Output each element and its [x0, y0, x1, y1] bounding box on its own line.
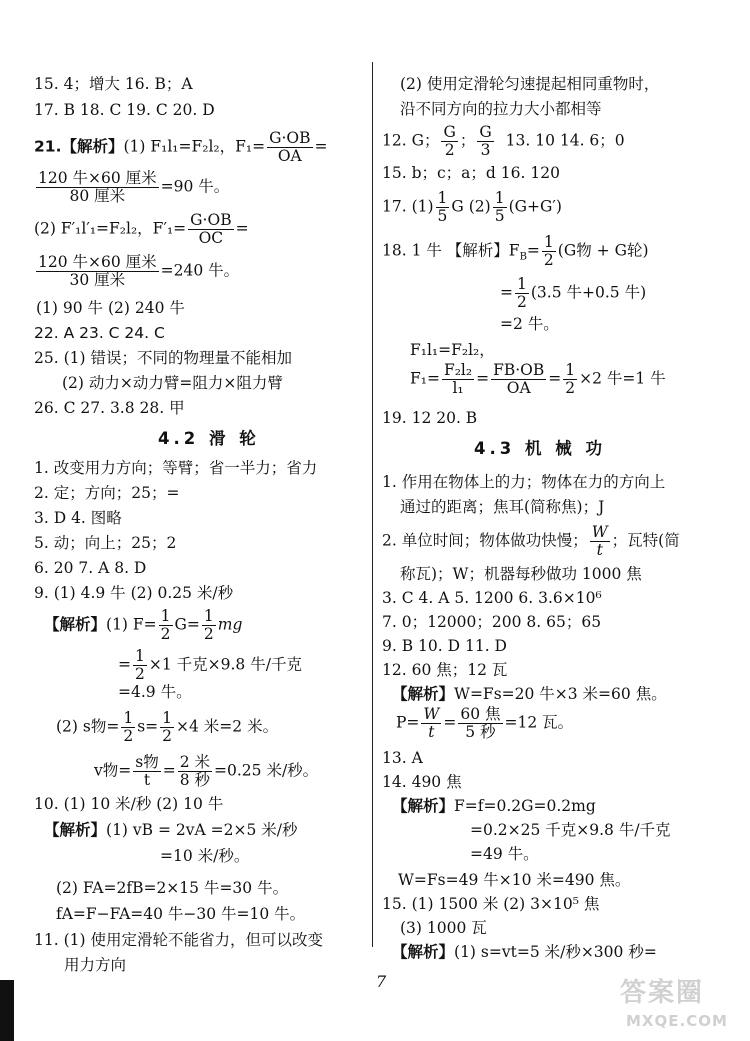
s43-q2-b: 称瓦)；W；机器每秒做功 1000 焦 [400, 565, 642, 583]
s43-q12: 12. 60 焦；12 瓦 [382, 661, 508, 679]
scan-edge-shadow [0, 980, 14, 1041]
q21-calc1: $\frac{\text{120 牛×60 厘米}}{\text{80 厘米}}$ =90 牛。 [38, 169, 230, 206]
s42-q11-a: 11. (1) 使用定滑轮不能省力，但可以改变 [34, 931, 323, 949]
s43-q14-solution3: =49 牛。 [470, 845, 539, 863]
watermark-text: 答案圈 [620, 978, 705, 1008]
s42-q9-solution2: = $\frac{1}{2}$ ×1 千克×9.8 牛/千克 [118, 647, 302, 684]
s43-q13: 13. A [382, 749, 423, 767]
answers-12-14: 12. G； $\frac{G}{2}$ ； $\frac{G}{3}$ 13. 10 14. 6；0 [382, 123, 625, 160]
q21-formula: (1) F₁l₁=F₂l₂，F₁= [123, 137, 266, 156]
q11-2-a: (2) 使用定滑轮匀速提起相同重物时， [400, 75, 660, 93]
answers-19-20: 19. 12 20. B [382, 409, 478, 427]
s43-q12-solution2: P= $\frac{W}{t}$ = $\frac{\text{60 焦}}{\text{5 秒}}$ =12 瓦。 [396, 705, 574, 742]
s42-q5: 5. 动；向上；25；2 [34, 534, 177, 552]
s42-q10-solution1: 【解析】(1) vB = 2vA =2×5 米/秒 [44, 821, 298, 839]
s43-q1-a: 1. 作用在物体上的力；物体在力的方向上 [382, 473, 666, 491]
s43-q3-6: 3. C 4. A 5. 1200 6. 3.6×10⁶ [382, 589, 602, 607]
q18-line3: =2 牛。 [500, 315, 559, 333]
s42-q3-4: 3. D 4. 图略 [34, 509, 122, 527]
s42-q9-solution4: (2) s物= $\frac{1}{2}$ s= $\frac{1}{2}$ ×4 米=2 米。 [56, 709, 279, 746]
q21-answer: (1) 90 牛 (2) 240 牛 [36, 299, 185, 317]
watermark-url: MXQE.COM [626, 1012, 728, 1030]
s42-q2: 2. 定；方向；25；= [34, 484, 180, 502]
s43-q7-8: 7. 0；12000；200 8. 65；65 [382, 613, 602, 631]
s42-q9-solution3: =4.9 牛。 [118, 683, 192, 701]
s43-q14-solution2: =0.2×25 千克×9.8 牛/千克 [470, 821, 671, 839]
q17: 17. (1) $\frac{1}{5}$ G (2) $\frac{1}{5}$ (G+G′) [382, 189, 562, 226]
s43-q14-solution1: 【解析】F=f=0.2G=0.2mg [392, 797, 596, 815]
answers-17-20: 17. B 18. C 19. C 20. D [34, 101, 215, 119]
s43-q12-solution1: 【解析】W=Fs=20 牛×3 米=60 焦。 [392, 685, 667, 703]
s43-q9-11: 9. B 10. D 11. D [382, 637, 507, 655]
q21-fraction1: $\frac{G\cdot OB}{OA}$ [269, 129, 311, 166]
q21-line1: 21.【解析】(1) F₁l₁=F₂l₂，F₁= $\frac{G\cdot OB}{OA}$ = [34, 129, 328, 166]
q21-line2: (2) F′₁l′₁=F₂l₂，F′₁= $\frac{G\cdot OB}{OC}$ = [34, 211, 249, 248]
section-4-2-heading: 4.2 滑 轮 [158, 429, 260, 448]
page-number: 7 [376, 972, 387, 991]
q25-b: (2) 动力×动力臂=阻力×阻力臂 [62, 374, 283, 392]
s42-q9-solution1: 【解析】(1) F= $\frac{1}{2}$ G= $\frac{1}{2}$ mg [44, 607, 243, 644]
q25-a: 25. (1) 错误；不同的物理量不能相加 [34, 349, 292, 367]
column-divider [372, 62, 373, 947]
s42-q9-solution5: v物= $\frac{\text{s物}}{t}$ = $\frac{\text{2 米}}{\text{8 秒}}$ =0.25 米/秒。 [94, 753, 319, 790]
s43-q1-b: 通过的距离；焦耳(简称焦)；J [400, 498, 605, 516]
s42-q10: 10. (1) 10 米/秒 (2) 10 牛 [34, 795, 224, 813]
q18-line2: = $\frac{1}{2}$ (3.5 牛+0.5 牛) [500, 275, 647, 312]
s42-q9: 9. (1) 4.9 牛 (2) 0.25 米/秒 [34, 584, 234, 602]
q18-line1: 18. 1 牛 【解析】$F_B=$ $\frac{1}{2}$ (G物 + G轮) [382, 233, 649, 270]
answers-22-24: 22. A 23. C 24. C [34, 324, 165, 342]
s43-q15-b: (3) 1000 瓦 [400, 919, 487, 937]
watermark-logo [618, 972, 738, 1038]
answers-15-16: 15. 4；增大 16. B；A [34, 75, 193, 93]
q21-calc2: $\frac{\text{120 牛×60 厘米}}{\text{30 厘米}}$ =240 牛。 [38, 253, 240, 290]
s43-q14-solution4: W=Fs=49 牛×10 米=490 焦。 [398, 871, 631, 889]
s42-q11-b: 用力方向 [64, 956, 127, 974]
q11-2-b: 沿不同方向的拉力大小都相等 [400, 100, 602, 118]
s42-q10-solution2: =10 米/秒。 [160, 847, 250, 865]
s43-q15-a: 15. (1) 1500 米 (2) 3×10⁵ 焦 [382, 895, 600, 913]
answers-26-28: 26. C 27. 3.8 28. 甲 [34, 399, 185, 417]
q18-line5: F₁= $\frac{\text{F₂l₂}}{\text{l₁}}$ = $\frac{FB\cdot OB}{OA}$ = $\frac{1}{2}$ ×2 牛=1 牛 [410, 361, 666, 398]
s42-q1: 1. 改变用力方向；等臂；省一半力；省力 [34, 459, 318, 477]
section-4-3-heading: 4.3 机 械 功 [474, 439, 606, 458]
s42-q10-solution4: fA=F−FA=40 牛−30 牛=10 牛。 [56, 905, 306, 923]
s43-q14: 14. 490 焦 [382, 773, 462, 791]
s42-q10-solution3: (2) FA=2fB=2×15 牛=30 牛。 [56, 879, 289, 897]
q21-tag: 21.【解析】 [34, 137, 124, 156]
s42-q6-8: 6. 20 7. A 8. D [34, 559, 147, 577]
q18-line4: F₁l₁=F₂l₂， [410, 341, 495, 359]
s43-q15-solution: 【解析】(1) s=vt=5 米/秒×300 秒= [392, 943, 657, 961]
s43-q2-a: 2. 单位时间；物体做功快慢； $\frac{W}{t}$ ；瓦特(简 [382, 523, 680, 560]
answers-15-16-right: 15. b；c；a；d 16. 120 [382, 164, 560, 182]
